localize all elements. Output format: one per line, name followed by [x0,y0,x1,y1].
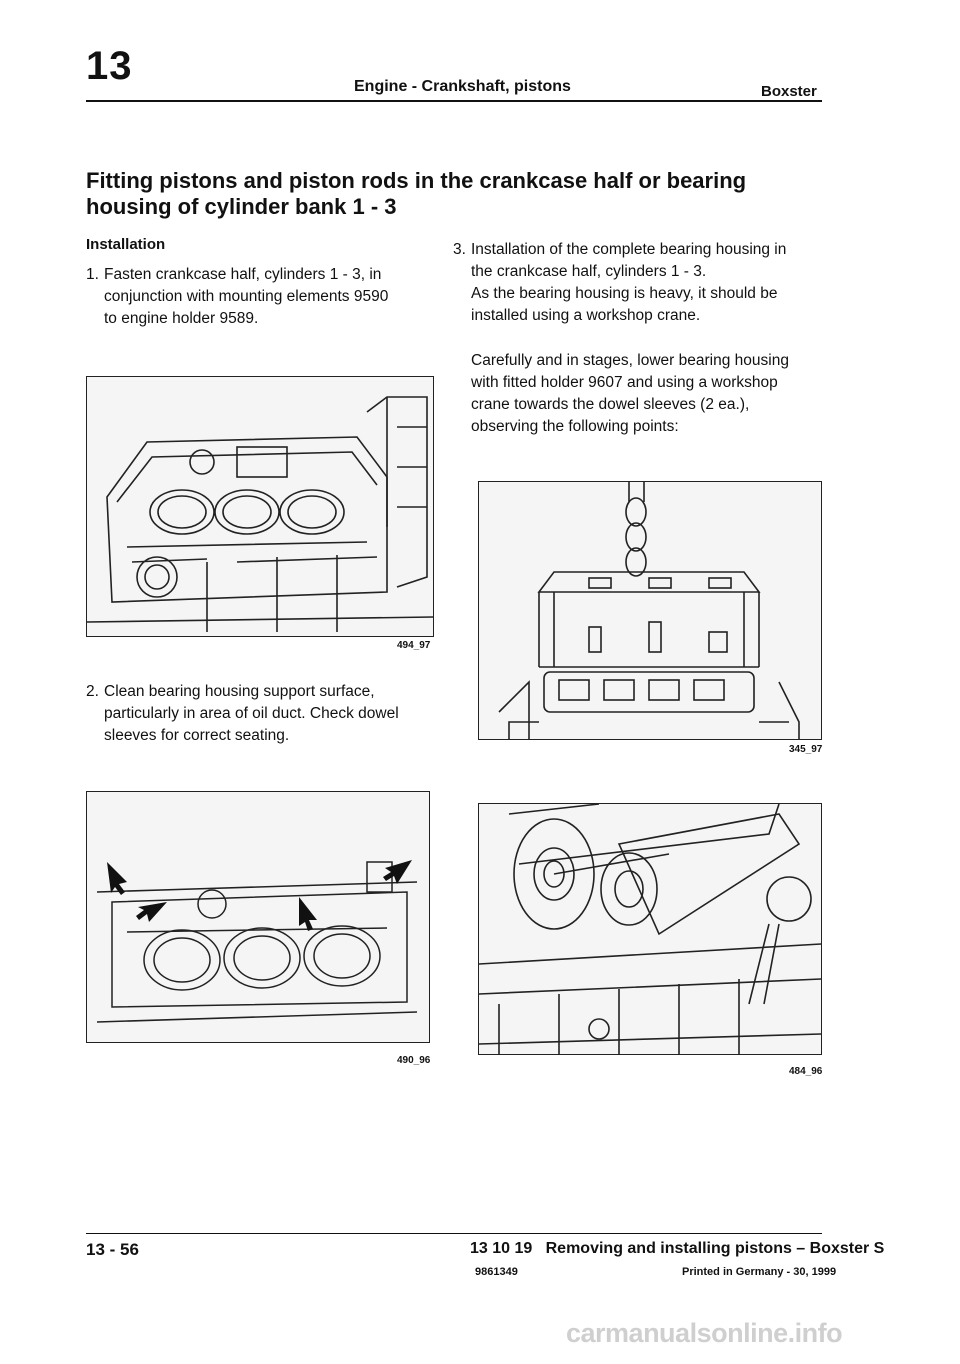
step-3-number: 3. [453,241,466,258]
figure-crane-bearing-housing [478,481,822,740]
crane-illustration [479,482,821,739]
figure-2-caption: 490_96 [397,1055,431,1066]
crankcase-illustration [87,377,433,636]
step-3-para2-line-4: observing the following points: [471,418,679,435]
figure-4-caption: 484_96 [789,1066,823,1077]
step-2-line-1: Clean bearing housing support surface, [104,683,375,700]
page-heading: Fitting pistons and piston rods in the crankcase half or bearing housing of cylinder bank 1 - 3 [86,168,747,219]
installation-subheading: Installation [86,236,166,253]
step-3-line-4: installed using a workshop crane. [471,307,701,324]
section-number: 13 [86,44,133,88]
dowel-sleeves-illustration [87,792,429,1042]
watermark: carmanualsonline.info [566,1318,843,1348]
step-1 [86,264,426,334]
page-number: 13 - 56 [86,1240,139,1259]
footer-title: 13 10 19 Removing and installing pistons – Boxster S [470,1240,885,1257]
figure-1-caption: 494_97 [397,640,431,651]
step-2-line-2: particularly in area of oil duct. Check dowel [104,705,399,722]
step-1-line-1: Fasten crankcase half, cylinders 1 - 3, in [104,266,382,283]
step-1-line-3: to engine holder 9589. [104,310,259,327]
figure-chain-drive [478,803,822,1055]
footer-part-code: 9861349 [475,1266,518,1278]
step-3-line-2: the crankcase half, cylinders 1 - 3. [471,263,707,280]
figure-dowel-sleeves [86,791,430,1043]
step-3-paragraph-2 [453,350,833,442]
figure-crankcase-half [86,376,434,637]
step-1-line-2: conjunction with mounting elements 9590 [104,288,389,305]
step-2 [86,681,426,751]
step-2-number: 2. [86,683,99,700]
header-rule [86,100,822,102]
header-title: Engine - Crankshaft, pistons [354,78,571,95]
step-1-number: 1. [86,266,99,283]
step-3-line-3: As the bearing housing is heavy, it should be [471,285,778,302]
figure-3-caption: 345_97 [789,744,823,755]
step-3-para2-line-1: Carefully and in stages, lower bearing housing [471,352,789,369]
chain-drive-illustration [479,804,821,1054]
footer-rule [86,1233,822,1234]
step-3 [453,239,833,331]
step-2-line-3: sleeves for correct seating. [104,727,290,744]
header-model: Boxster [761,83,817,100]
footer-printed: Printed in Germany - 30, 1999 [682,1266,837,1278]
step-3-line-1: Installation of the complete bearing housing in [471,241,787,258]
step-3-para2-line-3: crane towards the dowel sleeves (2 ea.), [471,396,750,413]
step-3-para2-line-2: with fitted holder 9607 and using a workshop [471,374,778,391]
